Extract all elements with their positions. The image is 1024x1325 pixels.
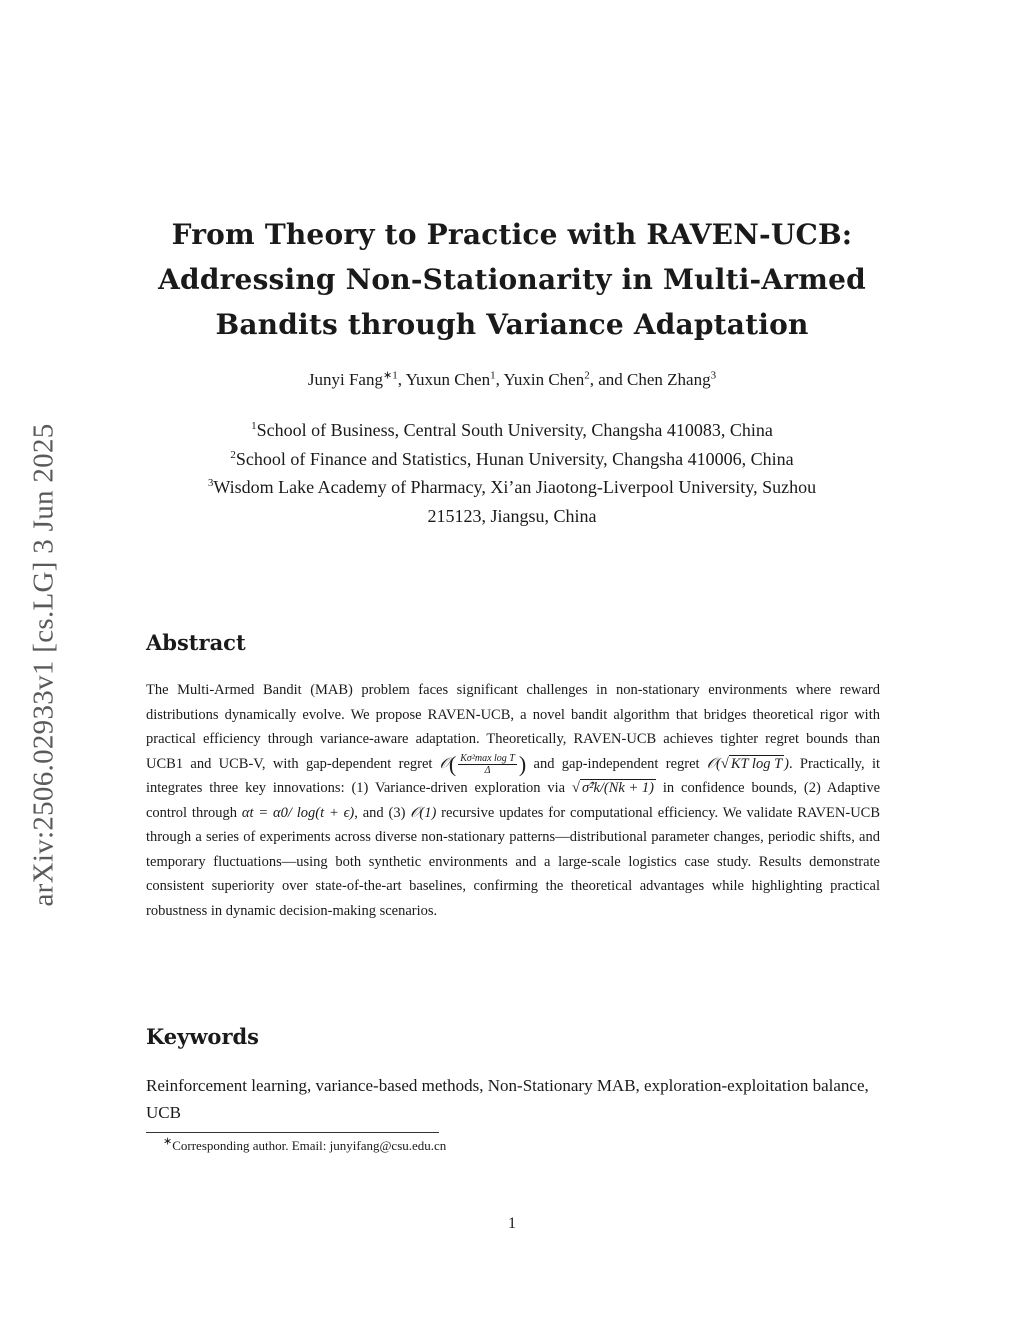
author-3: , Yuxin Chen bbox=[495, 370, 585, 389]
affiliation-2 bbox=[146, 445, 878, 474]
arxiv-sidebar-stamp bbox=[20, 385, 68, 945]
author-list bbox=[146, 370, 878, 390]
abstract-text-1: The Multi-Armed Bandit (MAB) problem faces significant challenges in non-stationary environments where reward distributions dynamically evolve. We propose RAVEN-UCB, a novel bandit algorithm that bridges theoretical rigor with practical efficiency through variance-aware adaptation. Theoretically, RAVEN-UCB achieves tighter regret bounds than UCB1 and UCB-V, with gap-dependent regret bbox=[146, 682, 880, 772]
abstract-text-5: , and (3) bbox=[354, 804, 406, 821]
constant-complexity-expression: 𝒪(1) bbox=[410, 804, 437, 821]
affiliation-2-marker: 2 bbox=[230, 448, 236, 461]
abstract-body bbox=[146, 678, 880, 923]
title-line-3: Bandits through Variance Adaptation bbox=[215, 308, 809, 341]
abstract-text-2: and gap-independent regret bbox=[533, 755, 700, 772]
gap-independent-regret: 𝒪(√ KT log T ) bbox=[706, 755, 789, 772]
keywords-heading: Keywords bbox=[146, 1024, 260, 1049]
title-line-2: Addressing Non-Stationarity in Multi-Armed bbox=[158, 263, 866, 296]
alpha-schedule-expression: αt = α0/ log(t + ϵ) bbox=[241, 804, 355, 821]
footnote bbox=[163, 1135, 447, 1154]
gap-dependent-regret: 𝒪( $\frac{\text{Kσ²max log T}}{\Delta}$ ) bbox=[439, 750, 527, 776]
arxiv-id-text: arXiv:2506.02933v1 [cs.LG] 3 Jun 2025 bbox=[27, 423, 60, 907]
keywords-text: Reinforcement learning, variance-based methods, Non-Stationary MAB, exploration-exploitation balance, UCB bbox=[146, 1076, 869, 1122]
affiliations bbox=[146, 416, 878, 530]
big-o-symbol-2: 𝒪 bbox=[706, 755, 717, 772]
fraction-denominator: Δ bbox=[484, 764, 491, 776]
affiliation-1-marker: 1 bbox=[251, 420, 257, 432]
affiliation-3-cont: 215123, Jiangsu, China bbox=[427, 505, 597, 526]
author-2: , Yuxun Chen bbox=[397, 370, 491, 389]
author-3-marker: 2 bbox=[584, 369, 590, 382]
fraction-numerator: Kσ²max log T bbox=[460, 752, 515, 764]
footnote-divider bbox=[146, 1132, 439, 1133]
author-4-marker: 3 bbox=[710, 369, 717, 382]
abstract-text-6: recursive updates for computational efficiency. We validate RAVEN-UCB through a series of experiments across diverse non-stationary patterns—distributional parameter changes, periodic shifts, and temporary fluctuations—using both synthetic environments and a large-scale logistics case study. Results demonstrate consistent superiority over state-of-the-art baselines, confirming the theoretical advantages while highlighting practical robustness in dynamic decision-making scenarios. bbox=[146, 804, 881, 919]
abstract-heading: Abstract bbox=[146, 630, 246, 655]
abstract-text-3: . Practically, it integrates three key innovations: (1) Variance-driven exploration via bbox=[146, 755, 881, 797]
author-1-marker: ∗1 bbox=[382, 369, 398, 382]
big-o-symbol-1: 𝒪 bbox=[439, 755, 449, 772]
abstract-paragraph bbox=[146, 678, 880, 923]
title-line-1: From Theory to Practice with RAVEN-UCB: bbox=[171, 218, 853, 251]
affiliation-1 bbox=[146, 416, 878, 445]
footnote-text: Corresponding author. Email: junyifang@csu.edu.cn bbox=[172, 1138, 447, 1153]
sqrt-expression-2: σ̂²k/(Nk + 1) bbox=[581, 780, 654, 797]
regret-fraction bbox=[458, 753, 517, 776]
affiliation-1-text: School of Business, Central South University, Changsha 410083, China bbox=[256, 420, 773, 440]
affiliation-2-text: School of Finance and Statistics, Hunan University, Changsha 410006, China bbox=[235, 448, 794, 469]
paper-title bbox=[146, 212, 878, 347]
author-4: , and Chen Zhang bbox=[589, 370, 711, 389]
author-2-marker: 1 bbox=[490, 369, 496, 382]
sqrt-expression-1: KT log T bbox=[730, 755, 783, 772]
affiliation-3-marker: 3 bbox=[207, 477, 214, 489]
variance-bonus-expression: √ σ̂²k/(Nk + 1) bbox=[571, 780, 654, 797]
footnote-marker: ∗ bbox=[163, 1135, 173, 1148]
affiliation-3 bbox=[146, 473, 878, 502]
affiliation-3-text: Wisdom Lake Academy of Pharmacy, Xi’an Jiaotong-Liverpool University, Suzhou bbox=[213, 477, 817, 497]
abstract-text-4: in confidence bounds, (2) Adaptive control through bbox=[146, 780, 881, 821]
author-1: Junyi Fang bbox=[307, 370, 383, 389]
page-number: 1 bbox=[508, 1215, 516, 1232]
